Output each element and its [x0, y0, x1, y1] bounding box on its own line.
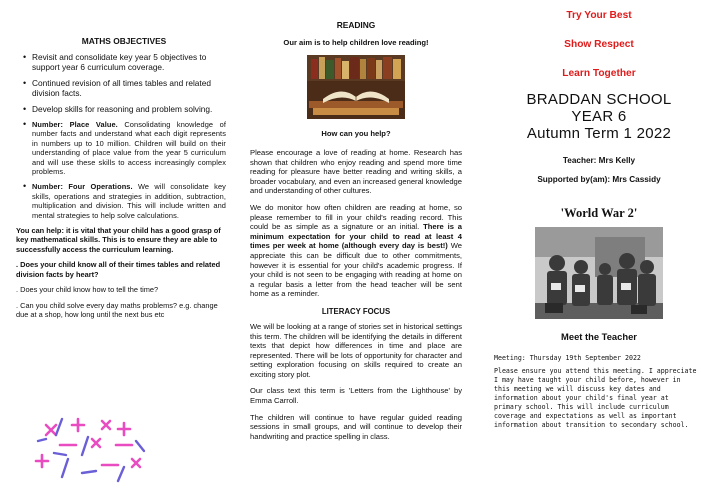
help-text: it is vital that your child has a good grasp of key mathematical skills. This is to ensure they are able to successfully access the curriculum learning.: [16, 226, 221, 254]
books-photo: [307, 55, 405, 119]
list-item: • Revisit and consolidate key year 5 objectives to support year 6 curriculum coverage.: [32, 52, 226, 72]
maths-column: [0, 0, 236, 497]
cover-column: [472, 0, 708, 497]
meeting-date: Meeting: Thursday 19th September 2022: [494, 354, 641, 362]
question-2: . Does your child know how to tell the time?: [16, 285, 159, 295]
list-item-place-value: [32, 120, 226, 176]
reading-paragraph-2: We do monitor how often children are reading at home, so please remember to fill in your child's reading record. This could be as simple as a signature or an initial. There is a minimum expectation for your child to read at least 4 times per week at home (although every day is best!) We appreciate this can be difficult due to other commitments, however it is essential for your child's academic progress. If your child is not seen to be engaging with reading at home on a regular basis a letter from the head teacher will be sent home as a reminder.: [250, 202, 462, 299]
how-help-heading: How can you help?: [321, 129, 391, 138]
meeting-info: Please ensure you attend this meeting. I appreciate I may have taught your child before, however in this meeting we will discuss key dates and information about your child's final year at primary school. This will include curriculum coverage and expectations as well as important information about transition to secondary school.: [494, 367, 697, 429]
school-name: BRADDAN SCHOOL: [526, 91, 672, 108]
operations-title: Number: Four Operations.: [32, 182, 133, 192]
list-item-operations: [32, 182, 226, 220]
reading-column: [236, 0, 472, 497]
reading-expectation: There is a minimum expectation for your child to read at least 4 times per week at home (although every day is best!): [250, 222, 462, 251]
reading-aim: Our aim is to help children love reading!: [283, 38, 429, 47]
list-item: • Continued revision of all times tables and related division facts.: [32, 78, 226, 98]
motto-learn-together: Learn Together: [562, 68, 636, 79]
place-value-text: Consolidating knowledge of number facts and understand what each digit represents in numbers up to 10 million. Children will build on their understanding of place value from the year 5 curriculum and will use these skills to access increasingly complex problems.: [32, 120, 226, 177]
literacy-paragraph-2: Our class text this term is 'Letters from the Lighthouse' by Emma Carroll.: [250, 386, 462, 406]
term: Autumn Term 1 2022: [526, 125, 672, 142]
operations-text: We will consolidate key skills, operations and strategies in addition, subtraction, multiplication and division. This will include written and mental strategies to help solve calculations.: [32, 182, 226, 220]
list-item: • Develop skills for reasoning and problem solving.: [32, 104, 226, 114]
question-1: . Does your child know all of their times tables and related division facts by heart?: [16, 260, 221, 279]
meet-teacher-heading: Meet the Teacher: [561, 331, 637, 342]
reading-paragraph-1: Please encourage a love of reading at home. Research has shown that children who enjoy reading and spend more time reading for pleasure have better reading and writing skills, a broader vocabulary, and even an increased general knowledge and understanding of other cultures.: [250, 148, 462, 196]
topic-title: 'World War 2': [560, 206, 638, 220]
maths-heading: MATHS OBJECTIVES: [81, 36, 167, 46]
maths-objectives-list: [22, 52, 226, 220]
help-paragraph: [16, 226, 226, 254]
reading-heading: READING: [336, 20, 376, 30]
literacy-paragraph-3: The children will continue to have regular guided reading sessions in small groups, and will continue to develop their handwriting and practice spelling in class.: [250, 412, 462, 441]
support-name: Supported by(am): Mrs Cassidy: [537, 175, 661, 184]
motto-show-respect: Show Respect: [564, 39, 634, 50]
help-lead: You can help:: [16, 226, 64, 236]
literacy-heading: LITERACY FOCUS: [321, 306, 391, 316]
question-3: . Can you child solve every day maths problems? e.g. change due at a shop, how long until the next bus etc: [16, 300, 218, 319]
literacy-paragraph-1: We will be looking at a range of stories set in historical settings this term. The children will be identifying the details in different texts that depict how differences in time and place are represented. There will be lots of opportunity for character and setting exploration focusing on skills required to create an exciting story plot.: [250, 321, 462, 379]
motto-try-your-best: Try Your Best: [566, 10, 632, 21]
year-group: YEAR 6: [571, 108, 627, 125]
teacher-name: Teacher: Mrs Kelly: [562, 156, 636, 165]
maths-symbols-clipart: [32, 415, 150, 483]
evacuee-children-photo: [535, 227, 663, 319]
place-value-title: Number: Place Value.: [32, 120, 118, 129]
